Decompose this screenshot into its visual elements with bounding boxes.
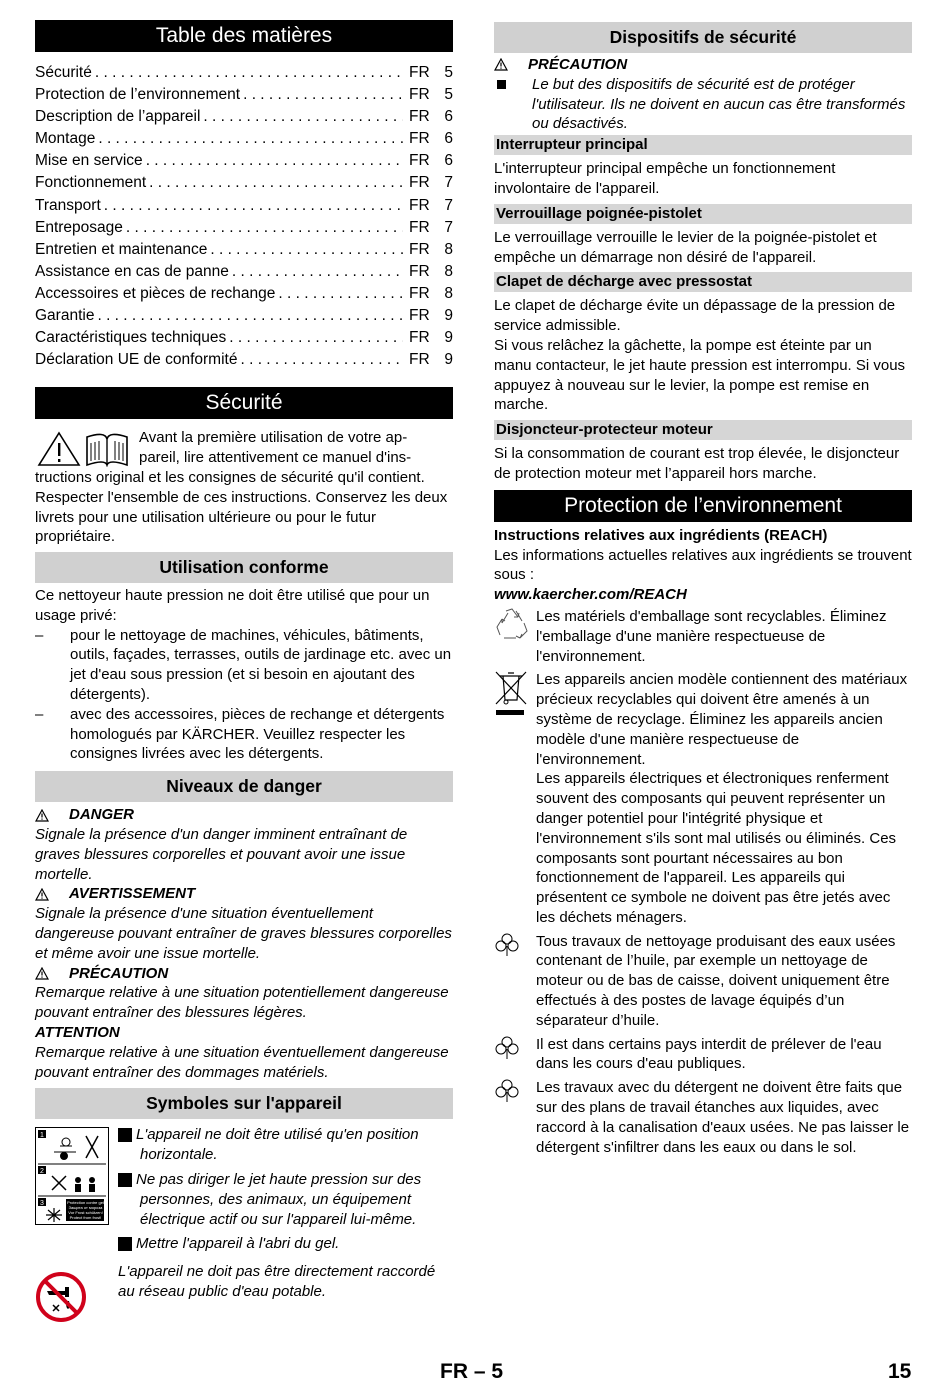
toc-leader [98,128,403,150]
list-item: – pour le nettoyage de machines, véhicules, bâtiments, outils, façades, terrasses, outils de jardinage etc. avec un jet d'eau sous pression (et si besoin en ajoutant des détergents). [35,626,452,704]
water-text: Il est dans certains pays interdit de prélever de l'eau dans les cours d'eau publiques. [536,1035,882,1073]
securite-intro-rest: tructions original et les consignes de sécurité qu'il contient. Respecter l'ensemble de ces instructions. Conservez les deux livrets pour une utilisation ultérieure ou pour le futur propriétaire. [35,468,448,546]
precaution-label: PRÉCAUTION [494,55,912,75]
avertissement-text: Signale la présence d'une situation éventuellement dangereuse pouvant entraîner de graves blessures corporelles et même avoir une issue mortelle. [35,905,452,962]
toc-item-page: 8 [444,284,453,302]
clapet-heading: Clapet de décharge avec pressostat [494,272,912,292]
toc-item-page: 9 [444,307,453,325]
left-column [35,20,453,1341]
clapet-text: Le clapet de décharge évite un dépassage de la pression de service admissible. [494,297,896,335]
clapet-text-2: Si vous relâchez la gâchette, la pompe est éteinte par un manu contacteur, le jet haute pression est interrompu. Si vous appuyez à nouveau sur le levier, la pompe est remise en marche. [494,336,906,414]
toc-item-lang: FR [409,351,430,369]
toc-item[interactable] [35,349,453,371]
avertissement-label: AVERTISSEMENT [35,884,453,904]
toc-leader [210,239,403,261]
toc-leader [104,195,403,217]
symboles-heading: Symboles sur l'appareil [35,1088,453,1119]
disjoncteur-text: Si la consommation de courant est trop élevée, le disjoncteur de protection moteur met l’appareil hors marche. [494,445,900,482]
bullet-square [497,80,506,89]
toc-leader [240,349,403,371]
toc-item-page: 6 [444,130,453,148]
toc-item-lang: FR [409,218,430,236]
list-item: 1 L'appareil ne doit être utilisé qu'en position horizontale. [110,1126,419,1164]
recycle-icon [494,607,536,666]
toc-item[interactable] [35,305,453,327]
environnement-heading: Protection de l’environnement [494,490,912,522]
toc-item[interactable] [35,172,453,194]
securite-heading: Sécurité [35,387,453,419]
toc-item-page: 8 [444,262,453,280]
utilisation-heading: Utilisation conforme [35,552,453,583]
toc-item-page: 7 [444,174,453,192]
right-column [494,22,912,1157]
toc-item-label: Caractéristiques techniques [35,327,229,349]
footer-page-number: 15 [888,1360,912,1383]
toc-leader [232,261,403,283]
detergent-text: Les travaux avec du détergent ne doivent être faits que sur des plans de travail étanches aux liquides, avec raccord à la canalisation d'eaux usées. Ne pas laisser le détergent s'infiltrer dans les eaux ou dans le sol. [536,1079,910,1156]
toc-item[interactable] [35,128,453,150]
toc-item-page: 7 [444,196,453,214]
interrupteur-heading: Interrupteur principal [494,135,912,155]
weee-text-1: Les appareils ancien modèle contiennent des matériaux précieux recyclables qui doivent être amenés à un système de recyclage. Éliminez les appareils ancien modèle d'une manière respectueuse de l'environnement. [536,671,908,768]
toc-item[interactable] [35,195,453,217]
toc-item-label: Accessoires et pièces de rechange [35,283,278,305]
reach-link[interactable]: www.kaercher.com/REACH [494,586,687,604]
toc-item-label: Entretien et maintenance [35,239,210,261]
detergent-row [494,1078,912,1157]
toc-item-label: Description de l’appareil [35,106,203,128]
toc-item-label: Fonctionnement [35,172,149,194]
warning-icon [35,967,49,980]
environment-hint-icon [494,1078,536,1157]
list-item: 2 Ne pas diriger le jet haute pression sur des personnes, des animaux, un équipement électrique actif ou sur l'appareil lui-même. [110,1171,422,1228]
toc-leader [243,84,403,106]
toc-item-lang: FR [409,86,430,104]
securite-intro-2: pareil, lire attentivement ce manuel d'ins- [139,449,412,467]
toc-leader [126,217,403,239]
toc-item-page: 7 [444,218,453,236]
environment-hint-icon [494,1035,536,1075]
table-of-contents [35,62,453,371]
weee-text-2: Les appareils électriques et électroniques renferment souvent des composants qui peuvent représenter un danger potentiel pour l'intégrité physique et l'environnement s'ils sont mal utilisés ou éliminés. Ces composants sont pourtant nécessaires au bon fonctionnement de l'appareil. Les appareils qui présentent ce symbole ne doivent pas être jetés avec les déchets ménagers. [536,770,897,926]
verrouillage-text: Le verrouillage verrouille le levier de la poignée-pistolet et empêche un démarrage non désiré de l'appareil. [494,228,877,266]
toc-heading: Table des matières [35,20,453,52]
toc-item-lang: FR [409,64,430,81]
toc-item-label: Protection de l’environnement [35,84,243,106]
toc-item-label: Transport [35,195,104,217]
securite-intro-1: Avant la première utilisation de votre ap- [139,429,408,447]
toc-item[interactable] [35,261,453,283]
read-manual-icon [37,431,133,467]
symbol-list [110,1125,453,1301]
weee-row [494,670,912,927]
securite-block [35,428,453,547]
toc-item-label: Déclaration UE de conformité [35,349,240,371]
oil-row [494,932,912,1031]
precaution-bullet: Le but des dispositifs de sécurité est de protéger l'utilisateur. Ils ne doivent en aucun cas être transformés ou désactivés. [494,75,912,134]
toc-item-page: 5 [444,64,453,81]
niveaux-heading: Niveaux de danger [35,771,453,802]
danger-label: DANGER [35,805,453,825]
disjoncteur-heading: Disjoncteur-protecteur moteur [494,420,912,440]
toc-item-label: Entreposage [35,217,126,239]
toc-item-page: 6 [444,108,453,126]
toc-leader [203,106,403,128]
interrupteur-text: L'interrupteur principal empêche un fonctionnement involontaire de l'appareil. [494,160,836,197]
toc-leader [278,283,403,305]
toc-leader [97,305,403,327]
device-label-image: 1 2 3 Protection contre gel Защита от мороза Vor Frost schützen! Protect from frost! [35,1127,109,1225]
no-drinking-water-icon [35,1271,87,1323]
water-row [494,1035,912,1075]
warning-icon [35,809,49,822]
toc-item-label: Mise en service [35,150,146,172]
toc-item-page: 6 [444,152,453,170]
attention-text: Remarque relative à une situation éventuellement dangereuse pouvant entraîner des dommages matériels. [35,1043,449,1081]
svg-text:1: 1 [40,1132,44,1140]
toc-item-label: Garantie [35,305,97,327]
toc-item-lang: FR [409,174,430,192]
toc-item-lang: FR [409,130,430,148]
reach-text: Les informations actuelles relatives aux ingrédients se trouvent sous : [494,546,912,584]
footer-section-page: FR – 5 [440,1360,504,1383]
verrouillage-heading: Verrouillage poignée-pistolet [494,204,912,224]
toc-item-page: 9 [444,351,453,369]
svg-text:2: 2 [40,1168,44,1176]
toc-item[interactable] [35,106,453,128]
toc-item[interactable] [35,327,453,349]
toc-item-lang: FR [409,284,430,302]
oil-text: Tous travaux de nettoyage produisant des eaux usées contenant de l’huile, par exemple un nettoyage de moteur ou de bas de caisse, doivent uniquement être effectués à des postes de lavage équipés d’un séparateur d’huile. [536,932,896,1029]
danger-text: Signale la présence d'un danger imminent entraînant de graves blessures corporelles et pouvant avoir une issue mortelle. [35,826,408,883]
toc-item-label: Montage [35,128,98,150]
svg-text:3: 3 [40,1200,44,1208]
toc-item-lang: FR [409,196,430,214]
precaution-text: Remarque relative à une situation potentiellement dangereuse pouvant entraîner des blessures légères. [35,984,449,1022]
environment-hint-icon [494,932,536,1031]
attention-label: ATTENTION [35,1024,120,1042]
toc-item[interactable] [35,150,453,172]
toc-item-lang: FR [409,307,430,325]
list-item: – avec des accessoires, pièces de rechange et détergents homologués par KÄRCHER. Veuillez respecter les consignes livrées avec les détergents. [35,705,445,763]
toc-leader [149,172,403,194]
toc-item-lang: FR [409,240,430,258]
toc-leader [146,150,403,172]
utilisation-text: Ce nettoyeur haute pression ne doit être utilisé que pour un usage privé: [35,587,430,624]
precaution-label: PRÉCAUTION [35,964,453,984]
toc-item-page: 8 [444,240,453,258]
recycle-text: Les matériels d'emballage sont recyclables. Éliminez l'emballage d'une manière respectueuse de l'environnement. [536,607,887,665]
dispositifs-heading: Dispositifs de sécurité [494,22,912,53]
warning-icon [35,888,49,901]
symboles-block [35,1125,453,1341]
symboles-note: L'appareil ne doit pas être directement raccordé au réseau public d'eau potable. [118,1263,436,1300]
toc-item[interactable] [35,217,453,239]
toc-item-label: Sécurité [35,62,95,84]
toc-item-lang: FR [409,108,430,126]
warning-icon [494,58,508,71]
toc-item-page: 5 [444,86,453,104]
toc-item[interactable] [35,84,453,106]
toc-item[interactable] [35,239,453,261]
danger-levels [35,805,453,1082]
toc-item-page: 9 [444,329,453,347]
toc-item[interactable] [35,62,453,84]
toc-item-lang: FR [409,152,430,170]
toc-item[interactable] [35,283,453,305]
list-item: 3 Mettre l'appareil à l'abri du gel. [110,1235,340,1253]
toc-leader [95,62,403,84]
toc-item-label: Assistance en cas de panne [35,261,232,283]
toc-item-lang: FR [409,329,430,347]
weee-bin-icon [494,670,536,927]
toc-item-lang: FR [409,262,430,280]
recycle-row [494,607,912,666]
toc-leader [229,327,403,349]
reach-title: Instructions relatives aux ingrédients (REACH) [494,526,828,544]
